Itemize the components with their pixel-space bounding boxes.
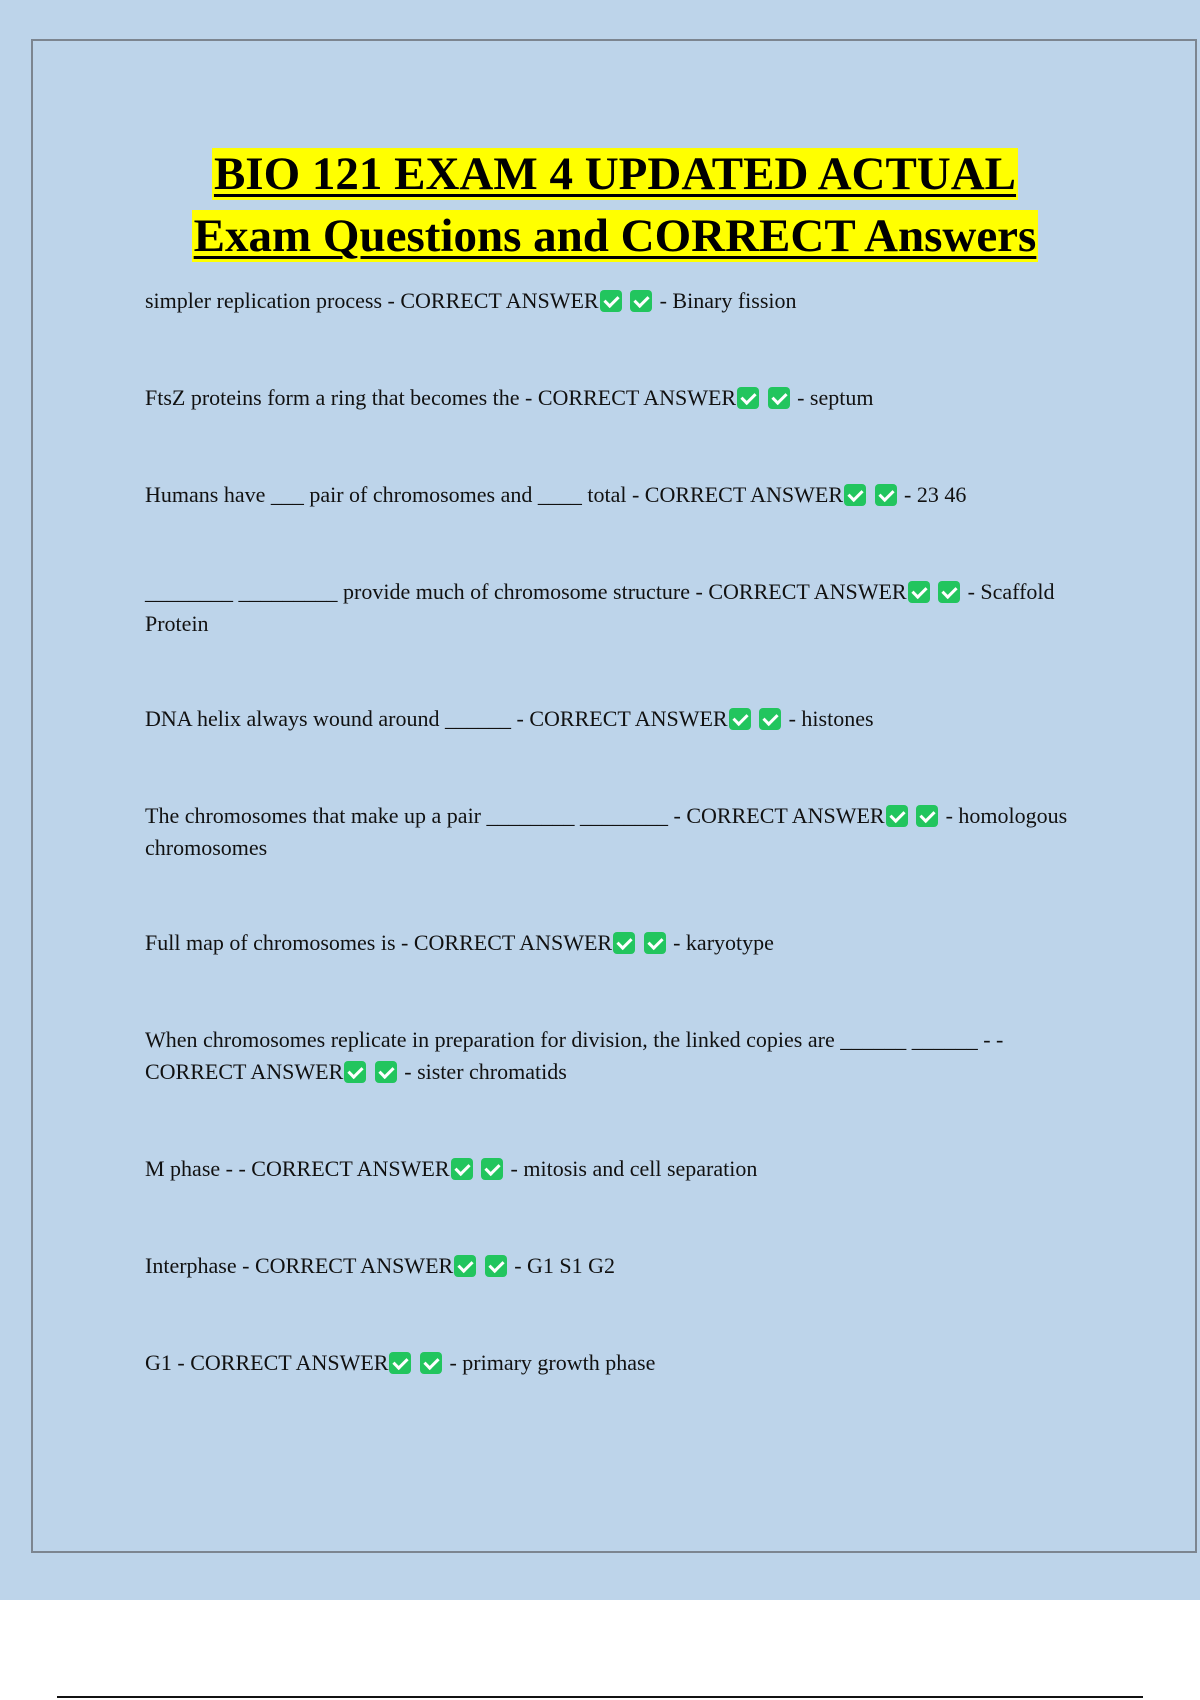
correct-answer-label: - CORRECT ANSWER — [631, 482, 844, 507]
answer-text: - mitosis and cell separation — [510, 1156, 758, 1181]
check-mark-icon — [886, 805, 908, 827]
correct-answer-label: - CORRECT ANSWER — [145, 1027, 1004, 1084]
answer-text: - sister chromatids — [404, 1059, 567, 1084]
qa-item — [145, 382, 1085, 414]
check-mark-icon — [916, 805, 938, 827]
title-line-1: BIO 121 EXAM 4 UPDATED ACTUAL — [213, 148, 1017, 200]
answer-text: - primary growth phase — [449, 1350, 656, 1375]
check-mark-icon — [908, 581, 930, 603]
check-mark-icon — [344, 1061, 366, 1083]
check-mark-icon — [485, 1255, 507, 1277]
qa-item — [145, 285, 1085, 317]
correct-answer-label: - CORRECT ANSWER — [387, 288, 599, 313]
check-mark-icon — [630, 290, 652, 312]
question-text: Full map of chromosomes is — [145, 930, 396, 955]
answer-text: - 23 46 — [904, 482, 967, 507]
answer-text: - Scaffold Protein — [145, 579, 1055, 636]
footer-divider — [57, 1696, 1143, 1698]
check-mark-icon — [938, 581, 960, 603]
check-mark-icon — [389, 1352, 411, 1374]
check-mark-icon — [600, 290, 622, 312]
question-text: When chromosomes replicate in preparation for division, the linked copies are ______ ______ - — [145, 1027, 991, 1052]
correct-answer-label: - CORRECT ANSWER — [177, 1350, 389, 1375]
qa-item — [145, 1347, 1085, 1379]
check-mark-icon — [481, 1158, 503, 1180]
check-mark-icon — [613, 932, 635, 954]
check-mark-icon — [844, 484, 866, 506]
correct-answer-label: - CORRECT ANSWER — [673, 803, 885, 828]
check-mark-icon — [420, 1352, 442, 1374]
correct-answer-label: - CORRECT ANSWER — [516, 706, 728, 731]
question-text: DNA helix always wound around ______ — [145, 706, 512, 731]
answer-text: - histones — [788, 706, 874, 731]
check-mark-icon — [875, 484, 897, 506]
check-mark-icon — [768, 387, 790, 409]
qa-item — [145, 1024, 1085, 1088]
qa-item — [145, 1153, 1085, 1185]
question-text: Humans have ___ pair of chromosomes and ____ total — [145, 482, 627, 507]
question-text: FtsZ proteins form a ring that becomes the — [145, 385, 520, 410]
qa-item — [145, 1250, 1085, 1282]
check-mark-icon — [644, 932, 666, 954]
answer-text: - G1 S1 G2 — [514, 1253, 616, 1278]
document-title — [40, 143, 1190, 267]
check-mark-icon — [451, 1158, 473, 1180]
answer-text: - homologous chromosomes — [145, 803, 1068, 860]
title-line-2: Exam Questions and CORRECT Answers — [193, 210, 1037, 262]
check-mark-icon — [737, 387, 759, 409]
answer-text: - septum — [797, 385, 874, 410]
question-text: G1 — [145, 1350, 172, 1375]
check-mark-icon — [454, 1255, 476, 1277]
question-text: The chromosomes that make up a pair ________ ________ — [145, 803, 669, 828]
qa-item — [145, 927, 1085, 959]
qa-item — [145, 479, 1085, 511]
qa-item — [145, 800, 1085, 864]
check-mark-icon — [375, 1061, 397, 1083]
question-text: M phase - — [145, 1156, 233, 1181]
correct-answer-label: - CORRECT ANSWER — [401, 930, 613, 955]
question-text: Interphase — [145, 1253, 237, 1278]
check-mark-icon — [759, 708, 781, 730]
answer-text: - karyotype — [673, 930, 774, 955]
check-mark-icon — [729, 708, 751, 730]
qa-item — [145, 576, 1085, 640]
answer-text: - Binary fission — [659, 288, 797, 313]
correct-answer-label: - CORRECT ANSWER — [242, 1253, 454, 1278]
question-text: simpler replication process — [145, 288, 383, 313]
qa-item — [145, 703, 1085, 735]
question-text: ________ _________ provide much of chromosome structure — [145, 579, 691, 604]
correct-answer-label: - CORRECT ANSWER — [238, 1156, 450, 1181]
correct-answer-label: - CORRECT ANSWER — [525, 385, 737, 410]
correct-answer-label: - CORRECT ANSWER — [695, 579, 907, 604]
